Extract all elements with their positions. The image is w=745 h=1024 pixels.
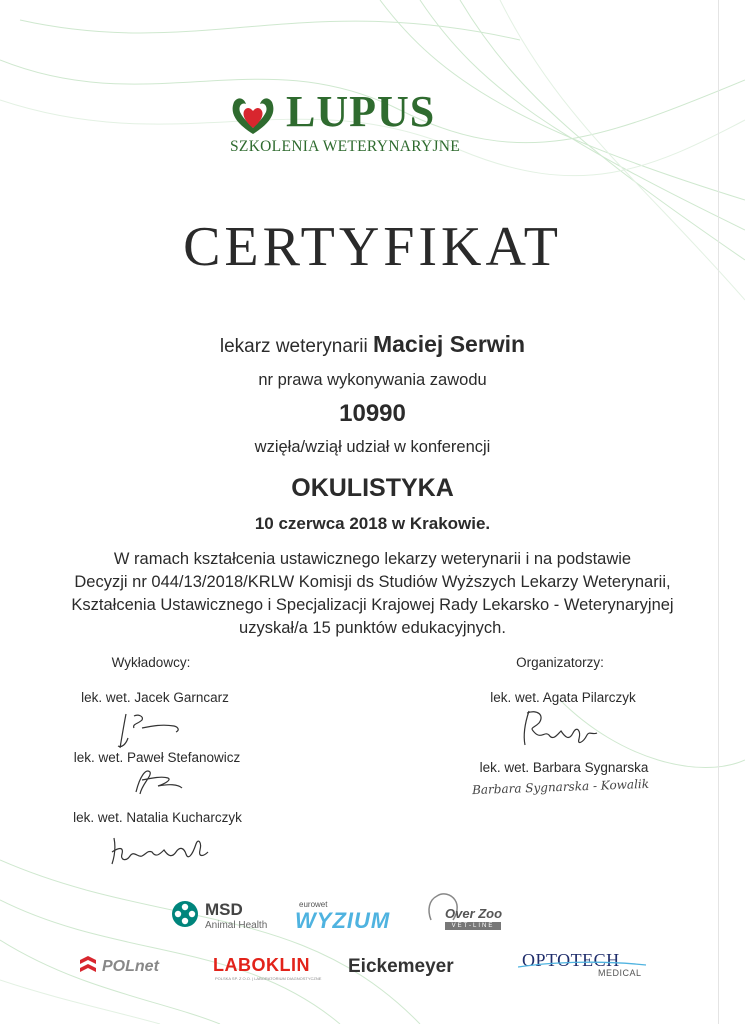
optotech-logo [522, 950, 647, 982]
signature-kucharczyk [108, 828, 212, 872]
lecturer-name: lek. wet. Jacek Garncarz [81, 690, 229, 705]
msd-sub: Animal Health [205, 920, 268, 931]
lecturer-name: lek. wet. Paweł Stefanowicz [73, 750, 241, 765]
paragraph-line: Decyzji nr 044/13/2018/KRLW Komisji ds Studiów Wyższych Lekarzy Weterynarii, [74, 573, 671, 591]
conference-name: OKULISTYKA [291, 474, 454, 502]
paragraph-line: W ramach kształcenia ustawicznego lekarzy weterynarii i na podstawie [113, 550, 632, 568]
optotech-name: OPTOTECH [522, 950, 620, 970]
page-edge [718, 0, 719, 1024]
license-number: 10990 [339, 400, 406, 427]
date-location: 10 czerwca 2018 w Krakowie. [254, 514, 491, 533]
participation-text: wzięła/wziął udział w konferencji [254, 438, 491, 456]
msd-icon [171, 900, 199, 928]
signature-sygnarska: Barbara Sygnarska - Kowalik [471, 776, 650, 798]
certificate-title: CERTYFIKAT [183, 216, 562, 278]
overzoo-sub: VET-LINE [445, 922, 501, 930]
overzoo-name: Over Zoo [445, 906, 503, 921]
lupus-logo [228, 87, 473, 162]
recipient-prefix: lekarz weterynarii [219, 336, 368, 357]
optotech-sub: MEDICAL [598, 968, 642, 978]
polnet-icon [78, 954, 98, 978]
paragraph-line: uzyskał/a 15 punktów edukacyjnych. [239, 619, 506, 637]
lecturers-heading: Wykładowcy: [111, 655, 191, 670]
msd-logo [171, 898, 276, 934]
laboklin-sub: POLSKA SP. Z O.O. | LABORATORIUM DIAGNOSTYCZNE [215, 976, 322, 981]
wolf-heart-icon [228, 94, 278, 138]
recipient-line [0, 331, 745, 358]
polnet-logo [78, 952, 159, 982]
wyzium-logo [295, 900, 395, 936]
paragraph-line: Kształcenia Ustawicznego i Specjalizacji Krajowej Rady Lekarsko - Weterynaryjnej [71, 596, 674, 614]
education-paragraph [0, 548, 745, 640]
license-label: nr prawa wykonywania zawodu [258, 371, 487, 389]
overzoo-logo [425, 892, 505, 934]
signature-garncarz [112, 708, 192, 752]
logo-subtitle: SZKOLENIA WETERYNARYJNE [230, 138, 461, 155]
signature-stefanowicz [128, 762, 188, 802]
laboklin-name: LABOKLIN [213, 955, 310, 975]
wyzium-name: WYZIUM [295, 908, 391, 933]
signature-pilarczyk [515, 705, 605, 753]
lecturer-name: lek. wet. Natalia Kucharczyk [73, 810, 242, 825]
organizer-name: lek. wet. Agata Pilarczyk [490, 690, 636, 705]
organizer-name: lek. wet. Barbara Sygnarska [479, 760, 649, 775]
msd-name: MSD [205, 900, 243, 919]
eickemeyer-name: Eickemeyer [348, 956, 454, 977]
polnet-name: POLnet [102, 958, 159, 975]
eurowet-label: eurowet [299, 900, 328, 909]
organizers-heading: Organizatorzy: [516, 655, 604, 670]
laboklin-logo [213, 955, 322, 985]
recipient-name: Maciej Serwin [372, 331, 526, 357]
eickemeyer-logo [348, 956, 473, 982]
logo-name: LUPUS [286, 87, 436, 136]
